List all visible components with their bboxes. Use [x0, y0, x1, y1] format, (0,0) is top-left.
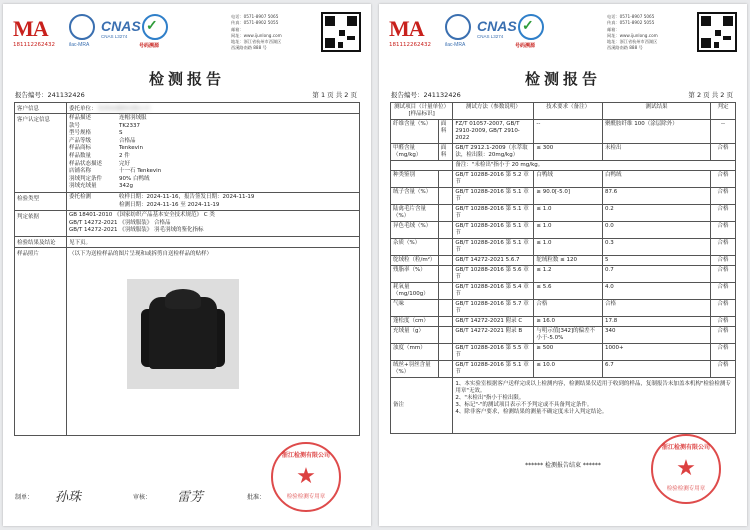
- official-stamp: 浙江检测有限公司 ★ 检验检测专用章: [651, 434, 721, 504]
- photo-note: （以下为送检样品的图片呈现和或拆剪自送检样品的贴样）: [69, 250, 213, 257]
- table-row: 样品照片 （以下为送检样品的图片呈现和或拆剪自送检样品的贴样）: [15, 247, 360, 435]
- report-title: 检测报告: [524, 70, 601, 88]
- remarks-row: 备注 1、本实验室根据客户送样完成以上检测内容，检测结果仅适用于收到的样品，复制报告未加盖本机构"检验检测专用章"无效。 2、"未检出"指小于检出限。 3、标记"-"的测试项目表示不予判定或不具备判定条件。 4、除非客户要求，检测结果的测量不确定度未计入判定结论。: [391, 378, 736, 434]
- sample-field: 款号 TK2337: [69, 122, 140, 129]
- table-row: 检验结果及结论 见下页。: [15, 236, 360, 247]
- contact-info: 电话：0571-8907 5065 传真：0571-8902 5055 邮箱： 网址：www.ijunlong.com 地址：浙江省杭州市西湖区 西溪路南路 888 号: [231, 14, 282, 51]
- table-row: 绒丝+羽丝含量（%） GB/T 10288-2016 第 5.1 章节 ≤ 10.0 6.7 合格: [391, 361, 736, 378]
- cnas-logo: CNAS: [101, 18, 141, 34]
- table-row: 耗氧量（mg/100g） GB/T 10288-2016 第 5.4 章节 ≤ 5.6 4.0 合格: [391, 283, 736, 300]
- table-row: 备注："未检出"指小于 20 mg/kg。: [391, 161, 736, 171]
- check-icon: ✓: [146, 17, 158, 33]
- sample-field: 样品描述 连帽羽绒服: [69, 115, 147, 121]
- column-header: 测试结果: [602, 103, 710, 120]
- traceability-label: 号码溯源: [139, 43, 160, 49]
- sample-field: 型号规格 S: [69, 130, 123, 137]
- report-page-2: [379, 4, 747, 526]
- column-header: 测试方法（参数说明）: [453, 103, 534, 120]
- report-header: [389, 12, 737, 56]
- table-row: 气味 GB/T 10288-2016 第 5.7 章节 合格 合格 合格: [391, 300, 736, 317]
- table-header-row: [391, 103, 736, 120]
- sample-field: 样品数量 2 件: [69, 152, 130, 159]
- table-row: 判定依据 GB 18401-2010 《国家纺织产品基本安全技术规范》 C 类 GB/T 14272-2021 《羽绒服装》 合格品 GB/T 14272-2021 《羽绒服装》 羽毛羽绒的鉴化指标: [15, 211, 360, 237]
- table-row: 陆禽毛片含量（%） GB/T 10288-2016 第 5.1 章节 ≤ 1.0 0.2 合格: [391, 205, 736, 222]
- report-page-1: MA 181112262432 ilac-MRA CNAS CNAS L3274 ✓ 号码溯源 电话：0571-8907 5065 传真：0571-8902 5055 邮箱： 网址：www.ijunlong.com 地址：浙江省杭州市西湖区 西溪路南路 888 号 检测报告 报告编号：241132426 第 1 页 共 2 页 客户信息 委托单位： 杭州XX服饰有限公司 客户认定信息 样品描述 连帽羽绒服 款号 TK2337 型号规格 S 产品等级 合格品 样品商标 Tenkevin 样品数量 2 件 样品状态描述 完好 店铺名称 十一石 Tenkevin 羽绒判定条件 90% 白鸭绒 羽绒充绒量 342g 检验类型 委托检测 收样日期：2024-11-16，报告签发日期：2024-11-19 检测日期：2024-11-16 至 2024-11-19 判定依据 GB 18401-2010 《国家纺织产品基本安全技术规范》 C 类 GB/T 14272-2021 《羽绒服装》 合格品 GB/T 14272-2021 《羽绒服装》 羽毛羽绒的鉴化指标 检验结果及结论 见下页。 样品照片 （以下为送检样品的图片呈现和或拆剪自送检样品的贴样） 制单： 孙珠 审核： 雷芳 批准： 浙江检测有限公司 ★ 检验检测专用章: [3, 4, 371, 526]
- column-header: 判定: [711, 103, 736, 120]
- check-icon: ✓: [522, 17, 534, 33]
- sample-details: [67, 114, 360, 193]
- table-row: 残脂率（%） GB/T 10288-2016 第 5.6 章节 ≤ 1.2 0.7 合格: [391, 266, 736, 283]
- report-title: 检测报告: [148, 70, 225, 88]
- official-stamp: 浙江检测有限公司 ★ 检验检测专用章: [271, 442, 341, 512]
- table-row: 充绒量（g） GB/T 14272-2021 附录 B 与明示值[342]的偏差不小于-5.0% 340 合格: [391, 327, 736, 344]
- table-row: 异色毛绒（%） GB/T 10288-2016 第 5.1 章节 ≤ 1.0 0.0 合格: [391, 222, 736, 239]
- maker-signature: 孙珠: [55, 490, 82, 505]
- table-row: 蓬松度（cm） GB/T 14272-2021 附录 C ≥ 16.0 17.8 合格: [391, 317, 736, 327]
- report-number: 报告编号：241132426: [391, 91, 461, 99]
- table-row: 浊度（mm） GB/T 10288-2016 第 5.5 章节 ≥ 500 1000+ 合格: [391, 344, 736, 361]
- ma-logo: MA 181112262432: [389, 16, 431, 48]
- table-row: 甲醛含量（mg/kg） 面料 GB/T 2912.1-2009（水萃取法，检出限：20mg/kg） ≤ 300 未检出 合格: [391, 144, 736, 161]
- sample-field: 产品等级 合格品: [69, 137, 136, 144]
- contact-info: 电话：0571-8907 5065 传真：0571-8902 5055 邮箱： 网址：www.ijunlong.com 地址：浙江省杭州市西湖区 西溪路南路 888 号: [607, 14, 658, 51]
- ilac-label: ilac-MRA: [445, 42, 466, 48]
- table-row: 纤维含量（%） 面料 FZ/T 01057-2007, GB/T 2910-2009, GB/T 2910-2022 -- 聚酰胺纤维 100（涂层除外） --: [391, 120, 736, 144]
- sample-photo: [127, 279, 239, 389]
- cnas-logo: CNAS: [477, 18, 517, 34]
- report-number: 报告编号：241132426: [15, 91, 85, 99]
- client-name-redacted: 杭州XX服饰有限公司: [98, 106, 150, 112]
- report-end-marker: ****** 检测报告结束 ******: [525, 462, 601, 469]
- report-header: [13, 12, 361, 56]
- table-row: 检验类型 委托检测 收样日期：2024-11-16，报告签发日期：2024-11-19 检测日期：2024-11-16 至 2024-11-19: [15, 192, 360, 210]
- ilac-label: ilac-MRA: [69, 42, 90, 48]
- ilac-logo-icon: [69, 14, 95, 40]
- table-row: 客户信息 委托单位： 杭州XX服饰有限公司: [15, 103, 360, 114]
- reviewer-signature: 雷芳: [177, 490, 204, 505]
- sample-field: 样品商标 Tenkevin: [69, 145, 143, 152]
- cnas-number: CNAS L3274: [477, 34, 504, 39]
- qr-code-icon: [321, 12, 361, 52]
- table-row: 客户认定信息 样品描述 连帽羽绒服 款号 TK2337 型号规格 S 产品等级 合格品 样品商标 Tenkevin 样品数量 2 件 样品状态描述 完好 店铺名称 十一石 Tenkevin 羽绒判定条件 90% 白鸭绒 羽绒充绒量 342g: [15, 114, 360, 193]
- sample-field: 羽绒充绒量 342g: [69, 183, 133, 190]
- sample-field: 样品状态描述 完好: [69, 160, 131, 167]
- page-number: 第 1 页 共 2 页: [312, 91, 357, 99]
- sample-field: 羽绒判定条件 90% 白鸭绒: [69, 175, 150, 182]
- table-row: 鸵绒粒（粒/m²） GB/T 14272-2021 5.6.7 鸵绒粒数 ≤ 120 5 合格: [391, 256, 736, 266]
- cnas-number: CNAS L3274: [101, 34, 128, 39]
- column-header: 技术要求（备注）: [534, 103, 603, 120]
- table-row: 绒子含量（%） GB/T 10288-2016 第 5.1 章节 ≥ 90.0[-5.0] 87.6 合格: [391, 188, 736, 205]
- ilac-logo-icon: [445, 14, 471, 40]
- table-row: 杂质（%） GB/T 10288-2016 第 5.1 章节 ≤ 1.0 0.3 合格: [391, 239, 736, 256]
- sample-field: 店铺名称 十一石 Tenkevin: [69, 168, 162, 175]
- sample-info-table: [14, 102, 360, 436]
- qr-code-icon: [697, 12, 737, 52]
- traceability-label: 号码溯源: [515, 43, 536, 49]
- test-results-table: [390, 102, 736, 434]
- page-number: 第 2 页 共 2 页: [688, 91, 733, 99]
- column-header: 测试项目（计量单位）[样品标识]: [391, 103, 453, 120]
- ma-logo: MA 181112262432: [13, 16, 55, 48]
- table-row: 种类鉴别 GB/T 10288-2016 第 5.2 章节 白鸭绒 白鸭绒 合格: [391, 171, 736, 188]
